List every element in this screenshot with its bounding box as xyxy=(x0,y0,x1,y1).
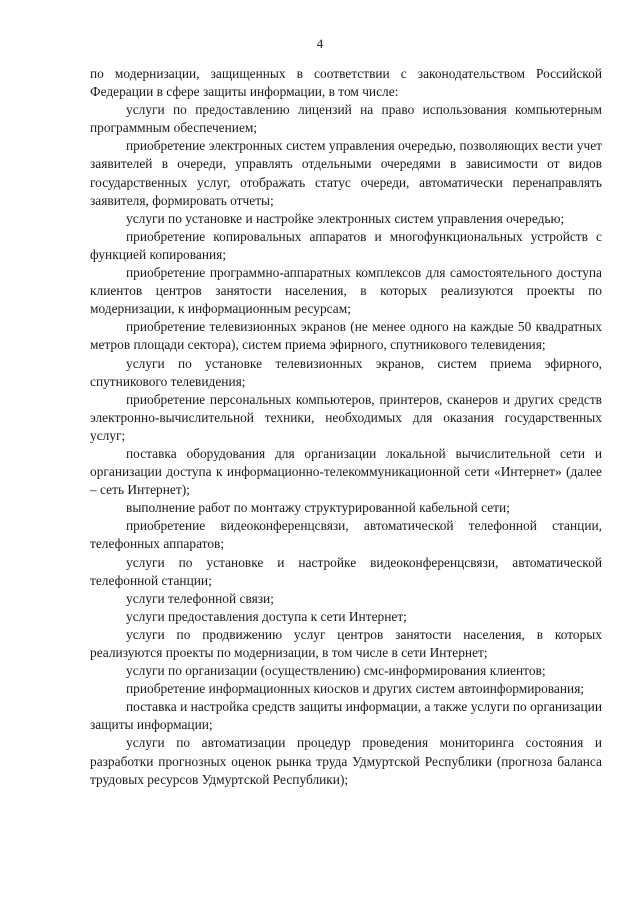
list-item-queue-setup: услуги по установке и настройке электронных систем управления очередью; xyxy=(126,210,565,226)
list-item-copiers: приобретение копировальных аппаратов и многофункциональных устройств с функцией копирования; xyxy=(90,228,602,262)
list-item-network: поставка оборудования для организации локальной вычислительной сети и организации доступа к информационно-телекоммуникационной сети «Интернет» (далее – сеть Интернет); xyxy=(90,445,602,498)
list-item-computers: приобретение персональных компьютеров, принтеров, сканеров и других средств электронно-вычислительной техники, необходимых для оказания государственных услуг; xyxy=(90,391,602,443)
list-item-monitoring: услуги по автоматизации процедур проведения мониторинга состояния и разработки прогнозных оценок рынка труда Удмуртской Республики (прогноза баланса трудовых ресурсов Удмуртской Республики); xyxy=(90,735,602,787)
page-number: 4 xyxy=(316,36,324,51)
list-item-self-service: приобретение программно-аппаратных комплексов для самостоятельного доступа клиентов центров занятости населения, в которых реализуются проекты по модернизации, к информационным ресурсам; xyxy=(90,265,602,317)
list-item-licenses: услуги по предоставлению лицензий на право использования компьютерным программным обеспечением; xyxy=(90,102,602,136)
list-item-cabling: выполнение работ по монтажу структурированной кабельной сети; xyxy=(126,500,510,516)
document-body xyxy=(90,65,602,789)
list-item-promotion: услуги по продвижению услуг центров занятости населения, в которых реализуются проекты по модернизации, в том числе в сети Интернет; xyxy=(90,626,602,660)
paragraph-continuation: по модернизации, защищенных в соответствии с законодательством Российской Федерации в сфере защиты информации, в том числе: xyxy=(90,66,602,100)
list-item-tv-install: услуги по установке телевизионных экранов, систем приема эфирного, спутникового телевидения; xyxy=(90,355,602,389)
list-item-videoconf: приобретение видеоконференцсвязи, автоматической телефонной станции, телефонных аппаратов; xyxy=(90,518,602,552)
list-item-internet: услуги предоставления доступа к сети Интернет; xyxy=(126,608,407,624)
list-item-videoconf-setup: услуги по установке и настройке видеоконференцсвязи, автоматической телефонной станции; xyxy=(90,554,602,588)
list-item-queue-systems: приобретение электронных систем управления очередью, позволяющих вести учет заявителей в очереди, управлять отдельными очередями в зависимости от видов государственных услуг, отображать статус очереди, автоматически перенаправлять заявителя, формировать отчеты; xyxy=(90,138,602,208)
list-item-security: поставка и настройка средств защиты информации, а также услуги по организации защиты информации; xyxy=(90,699,602,733)
list-item-kiosks: приобретение информационных киосков и других систем автоинформирования; xyxy=(126,681,585,697)
list-item-sms: услуги по организации (осуществлению) смс-информирования клиентов; xyxy=(126,663,546,679)
list-item-tv-screens: приобретение телевизионных экранов (не менее одного на каждые 50 квадратных метров площади сектора), систем приема эфирного, спутникового телевидения; xyxy=(90,319,602,353)
list-item-telephony: услуги телефонной связи; xyxy=(126,590,274,606)
